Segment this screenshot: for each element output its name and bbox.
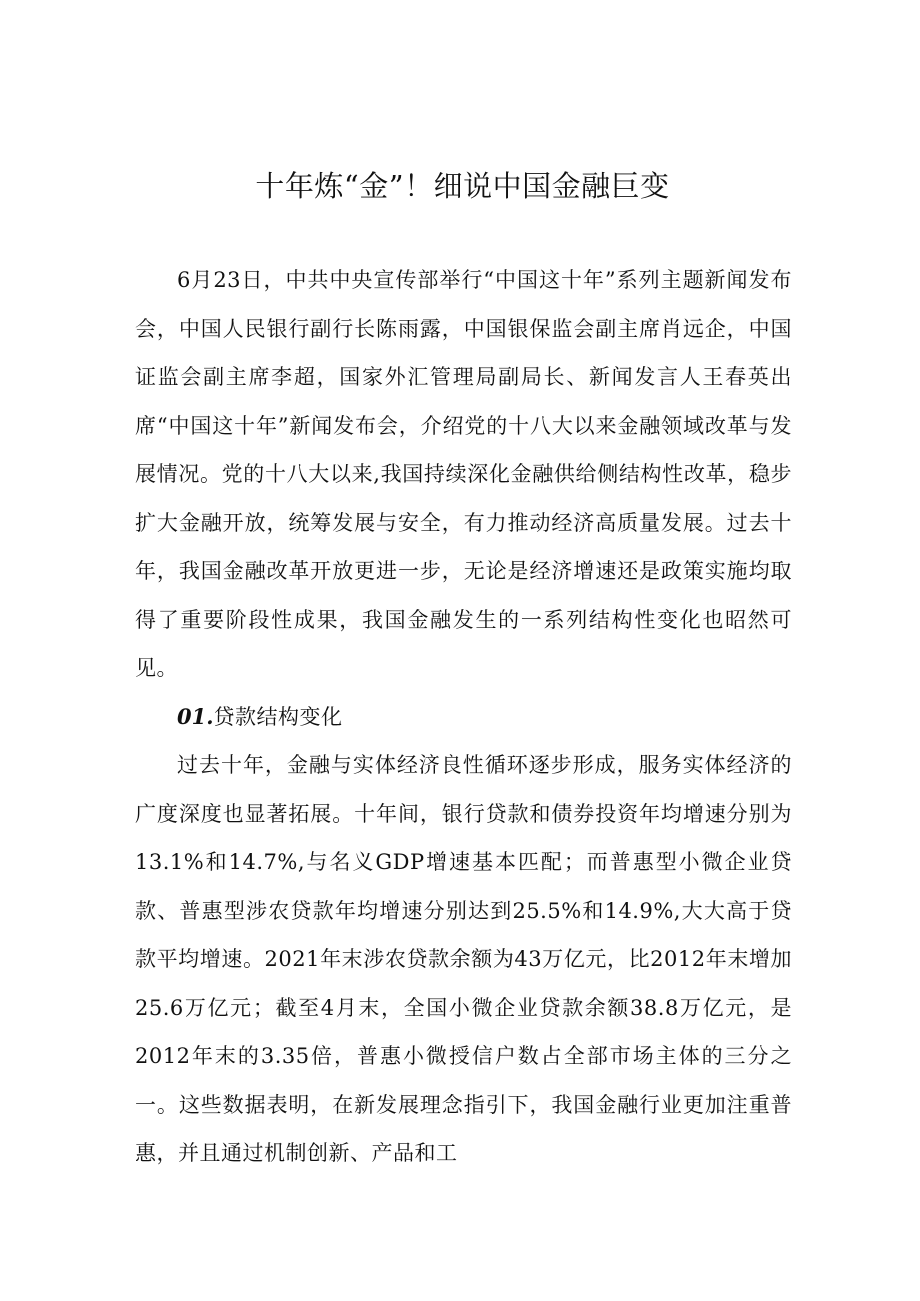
section-heading-loan-structure (135, 693, 792, 742)
section-title: 贷款结构变化 (213, 704, 343, 729)
document-title: 十年炼“金”！细说中国金融巨变 (255, 169, 670, 203)
paragraph-loan-structure: 过去十年，金融与实体经济良性循环逐步形成，服务实体经济的广度深度也显著拓展。十年间，银行贷款和债券投资年均增速分别为13.1%和14.7%,与名义GDP增速基本匹配；而普惠型小微企业贷款、普惠型涉农贷款年均增速分别达到25.5%和14.9%,大大高于贷款平均增速。2021年末涉农贷款余额为43万亿元，比2012年末增加25.6万亿元；截至4月末，全国小微企业贷款余额38.8万亿元，是2012年末的3.35倍，普惠小微授信户数占全部市场主体的三分之一。这些数据表明，在新发展理念指引下，我国金融行业更加注重普惠，并且通过机制创新、产品和工 (135, 753, 792, 1165)
section-number: 01. (177, 703, 214, 729)
paragraph-intro: 6月23日，中共中央宣传部举行“中国这十年”系列主题新闻发布会，中国人民银行副行长陈雨露，中国银保监会副主席肖远企，中国证监会副主席李超，国家外汇管理局副局长、新闻发言人王春英出席“中国这十年”新闻发布会，介绍党的十八大以来金融领域改革与发展情况。党的十八大以来,我国持续深化金融供给侧结构性改革，稳步扩大金融开放，统筹发展与安全，有力推动经济高质量发展。过去十年，我国金融改革开放更进一步，无论是经济增速还是政策实施均取得了重要阶段性成果，我国金融发生的一系列结构性变化也昭然可见。 (135, 268, 792, 680)
document-body (135, 256, 792, 1178)
